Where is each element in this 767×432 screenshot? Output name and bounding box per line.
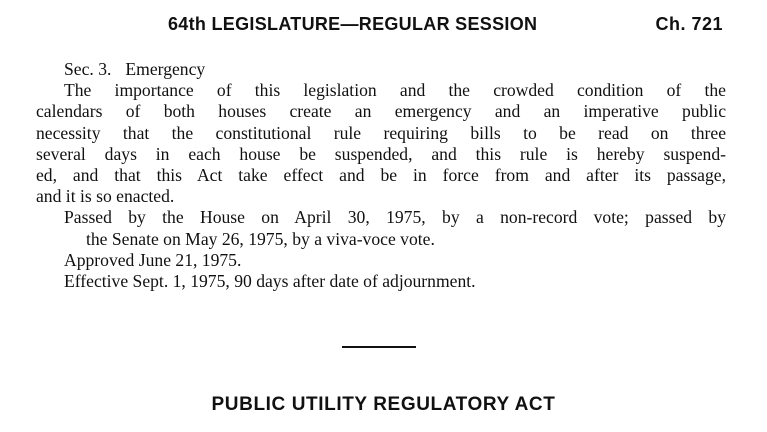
passage-record-line: the Senate on May 26, 1975, by a viva-voce vote. — [86, 228, 435, 249]
act-title: PUBLIC UTILITY REGULATORY ACT — [211, 394, 556, 415]
passage-record-line: Passed by the House on April 30, 1975, by a non-record vote; passed by — [64, 207, 726, 228]
chapter-reference: Ch. 721 — [655, 14, 723, 34]
effective-date: Effective Sept. 1, 1975, 90 days after date of adjournment. — [64, 270, 476, 291]
section-number: Sec. 3. — [64, 59, 112, 79]
running-head-title: 64th LEGISLATURE—REGULAR SESSION — [168, 14, 538, 34]
section-heading — [36, 59, 726, 80]
section-text-line: calendars of both houses create an emergency and an imperative public — [36, 101, 726, 122]
running-head — [0, 14, 767, 40]
section-text-line: and it is so enacted. — [36, 186, 175, 207]
section-text-line: The importance of this legislation and the crowded condition of the — [64, 80, 726, 101]
section-divider — [342, 346, 416, 348]
section-heading-text: Emergency — [125, 59, 206, 79]
section-text-line: ed, and that this Act take effect and be in force from and after its passage, — [36, 164, 726, 185]
section-text-line: several days in each house be suspended, and this rule is hereby suspend- — [36, 143, 726, 164]
approval-date: Approved June 21, 1975. — [64, 249, 242, 270]
section-text-line: necessity that the constitutional rule requiring bills to be read on three — [36, 122, 726, 143]
section-body — [36, 59, 726, 292]
